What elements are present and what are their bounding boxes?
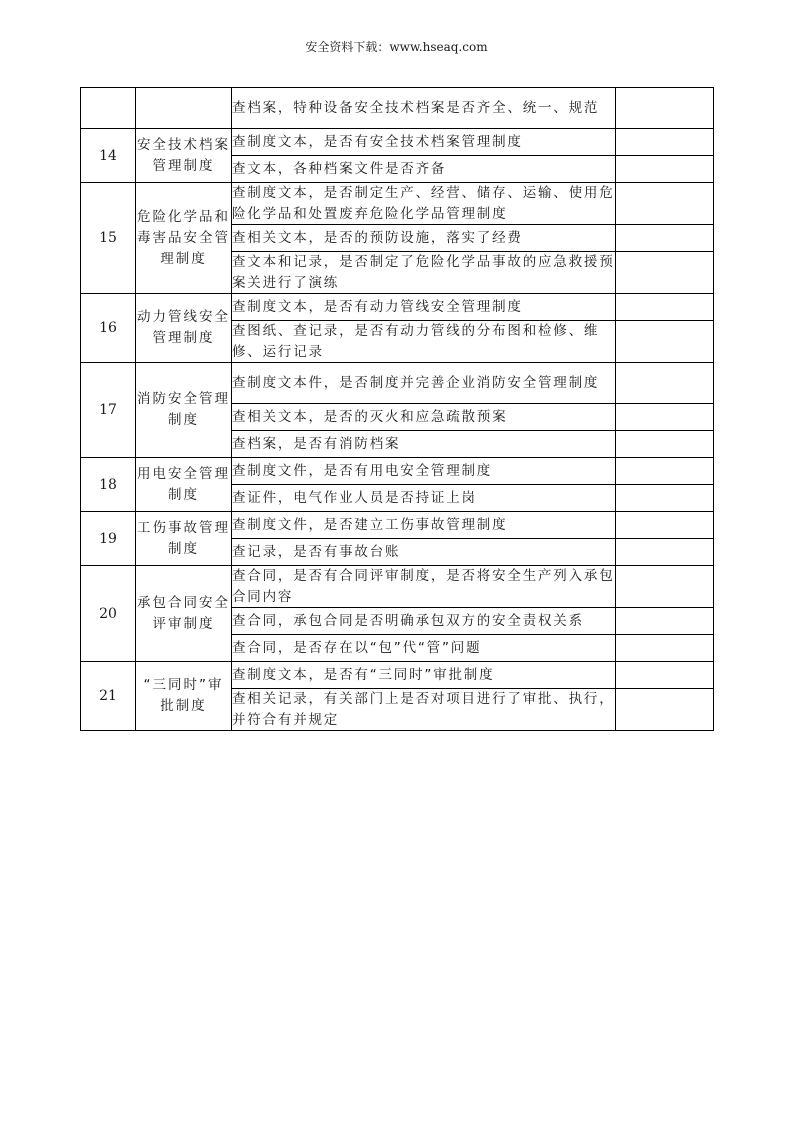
table-row xyxy=(81,662,714,689)
table-row xyxy=(81,363,714,404)
result-cell xyxy=(616,404,714,431)
inspection-method: 查合同，是否存在以“包”代“管”问题 xyxy=(232,635,616,662)
result-cell xyxy=(616,88,714,129)
inspection-item: 动力管线安全管理制度 xyxy=(136,294,232,363)
inspection-method: 查制度文本，是否制定生产、经营、储存、运输、使用危险化学品和处置废弃危险化学品管理制度 xyxy=(232,183,616,225)
result-cell xyxy=(616,539,714,566)
result-cell xyxy=(616,689,714,731)
inspection-method: 查制度文件，是否建立工伤事故管理制度 xyxy=(232,512,616,539)
inspection-item: “三同时”审批制度 xyxy=(136,662,232,731)
item-number: 17 xyxy=(81,363,136,458)
table-row xyxy=(81,566,714,608)
inspection-method: 查制度文本，是否有安全技术档案管理制度 xyxy=(232,129,616,156)
table-row xyxy=(81,294,714,321)
item-number: 20 xyxy=(81,566,136,662)
item-number: 15 xyxy=(81,183,136,294)
result-cell xyxy=(616,294,714,321)
result-cell xyxy=(616,566,714,608)
inspection-item: 用电安全管理制度 xyxy=(136,458,232,512)
inspection-item xyxy=(136,88,232,129)
item-number xyxy=(81,88,136,129)
inspection-method: 查证件，电气作业人员是否持证上岗 xyxy=(232,485,616,512)
result-cell xyxy=(616,635,714,662)
table-row xyxy=(81,129,714,156)
inspection-method: 查档案，是否有消防档案 xyxy=(232,431,616,458)
result-cell xyxy=(616,252,714,294)
item-number: 14 xyxy=(81,129,136,183)
table-row xyxy=(81,183,714,225)
inspection-method: 查制度文件，是否有用电安全管理制度 xyxy=(232,458,616,485)
result-cell xyxy=(616,156,714,183)
result-cell xyxy=(616,512,714,539)
result-cell xyxy=(616,183,714,225)
inspection-method: 查图纸、查记录，是否有动力管线的分布图和检修、维修、运行记录 xyxy=(232,321,616,363)
result-cell xyxy=(616,363,714,404)
inspection-method: 查制度文本，是否有动力管线安全管理制度 xyxy=(232,294,616,321)
result-cell xyxy=(616,129,714,156)
item-number: 21 xyxy=(81,662,136,731)
inspection-method: 查相关文本，是否的灭火和应急疏散预案 xyxy=(232,404,616,431)
table-row xyxy=(81,458,714,485)
item-number: 19 xyxy=(81,512,136,566)
inspection-method: 查制度文本件，是否制度并完善企业消防安全管理制度 xyxy=(232,363,616,404)
inspection-method: 查制度文本，是否有“三同时”审批制度 xyxy=(232,662,616,689)
result-cell xyxy=(616,458,714,485)
inspection-item: 消防安全管理制度 xyxy=(136,363,232,458)
result-cell xyxy=(616,662,714,689)
inspection-method: 查合同，是否有合同评审制度，是否将安全生产列入承包合同内容 xyxy=(232,566,616,608)
inspection-method: 查记录，是否有事故台账 xyxy=(232,539,616,566)
table-row xyxy=(81,512,714,539)
inspection-item: 承包合同安全评审制度 xyxy=(136,566,232,662)
inspection-checklist-table xyxy=(80,87,714,731)
result-cell xyxy=(616,321,714,363)
inspection-item: 工伤事故管理制度 xyxy=(136,512,232,566)
inspection-item: 安全技术档案管理制度 xyxy=(136,129,232,183)
inspection-item: 危险化学品和毒害品安全管理制度 xyxy=(136,183,232,294)
inspection-method: 查合同，承包合同是否明确承包双方的安全责权关系 xyxy=(232,608,616,635)
result-cell xyxy=(616,485,714,512)
result-cell xyxy=(616,608,714,635)
inspection-method: 查相关记录，有关部门上是否对项目进行了审批、执行，并符合有并规定 xyxy=(232,689,616,731)
item-number: 18 xyxy=(81,458,136,512)
inspection-method: 查文本和记录，是否制定了危险化学品事故的应急救援预案关进行了演练 xyxy=(232,252,616,294)
inspection-method: 查相关文本，是否的预防设施，落实了经费 xyxy=(232,225,616,252)
result-cell xyxy=(616,225,714,252)
table-row xyxy=(81,88,714,129)
inspection-method: 查档案，特种设备安全技术档案是否齐全、统一、规范 xyxy=(232,88,616,129)
page-header: 安全资料下载：www.hseaq.com xyxy=(305,40,488,54)
inspection-method: 查文本，各种档案文件是否齐备 xyxy=(232,156,616,183)
result-cell xyxy=(616,431,714,458)
item-number: 16 xyxy=(81,294,136,363)
